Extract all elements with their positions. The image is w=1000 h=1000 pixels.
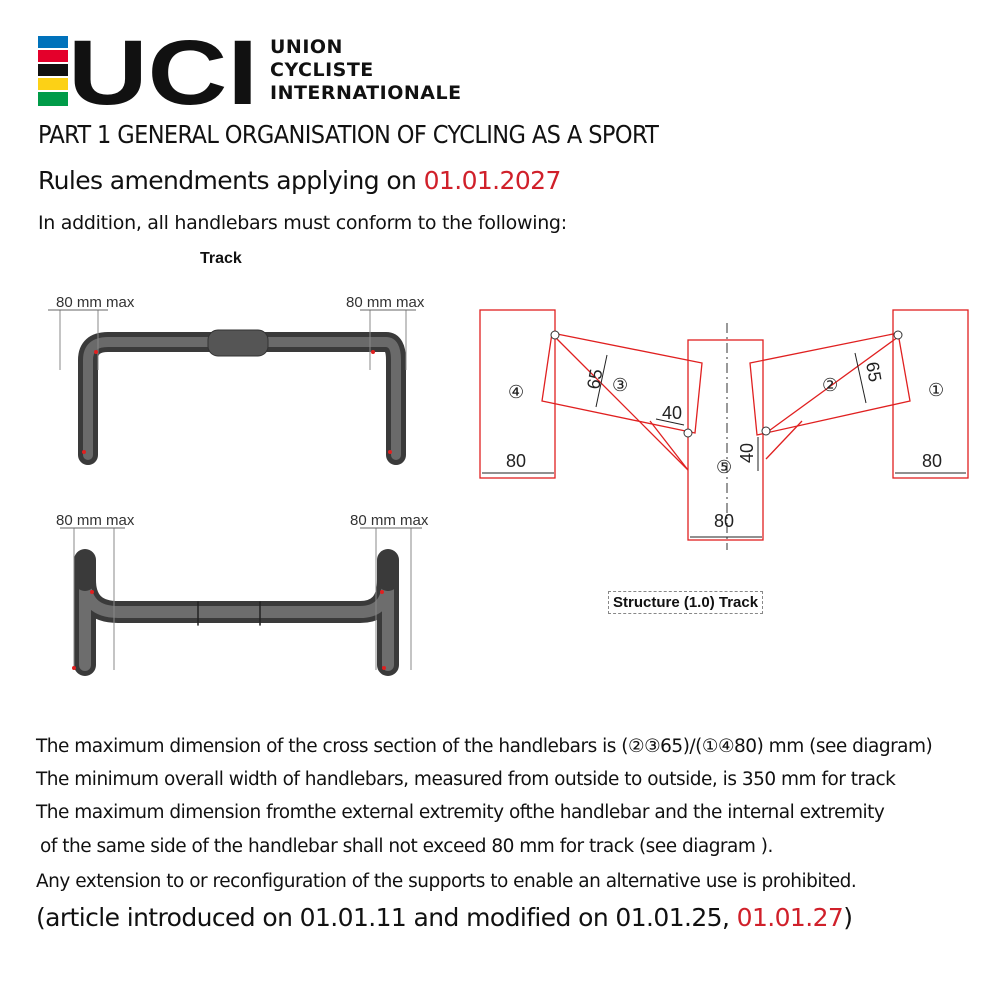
zone-3-label: ③	[612, 375, 629, 395]
left-offset-dim: 40	[662, 403, 683, 423]
intro-text: In addition, all handlebars must conform to the following:	[38, 212, 567, 234]
amendment-date: 01.01.2027	[423, 166, 561, 195]
uci-full-name	[270, 36, 462, 105]
track-handlebar-top	[88, 330, 396, 455]
zone-2-label: ②	[822, 375, 839, 395]
amendment-prefix: Rules amendments applying on	[38, 166, 424, 195]
top-right-dimension: 80 mm max	[346, 294, 425, 311]
rule-line-2: The minimum overall width of handlebars, measured from outside to outside, is 350 mm for track	[36, 769, 896, 790]
structure-caption: Structure (1.0) Track	[608, 591, 763, 614]
logo-name-line-2: CYCLISTE	[270, 59, 374, 81]
left-width-dim: 80	[506, 451, 527, 471]
zone-5-box	[688, 340, 763, 540]
article-date: 01.01.27	[736, 903, 844, 932]
top-left-dimension: 80 mm max	[56, 294, 135, 311]
uci-logo-text: UCI	[68, 36, 258, 108]
amendment-heading	[38, 166, 561, 195]
track-figure-title: Track	[200, 250, 242, 267]
track-handlebar-bottom	[85, 560, 388, 665]
uci-rainbow-stripes	[38, 36, 68, 106]
rule-line-1: The maximum dimension of the cross section of the handlebars is (②③65)/(①④80) mm (see diagram)	[36, 736, 933, 757]
zone-4-label: ④	[508, 382, 525, 402]
article-history	[36, 903, 852, 932]
structure-diagram	[470, 295, 990, 555]
article-suffix: )	[843, 903, 853, 932]
center-width-dim: 80	[714, 511, 735, 531]
logo-name-line-1: UNION	[270, 36, 343, 58]
rule-line-3: The maximum dimension fromthe external extremity ofthe handlebar and the internal extremity	[36, 802, 885, 823]
handlebar-figure	[30, 280, 470, 680]
part-title: PART 1 GENERAL ORGANISATION OF CYCLING AS A SPORT	[38, 120, 659, 149]
article-prefix: (article introduced on 01.01.11 and modified on 01.01.25,	[36, 903, 737, 932]
bottom-right-dimension: 80 mm max	[350, 512, 429, 529]
rule-line-5: Any extension to or reconfiguration of the supports to enable an alternative use is prohibited.	[36, 871, 857, 892]
center-offset-dim: 40	[737, 442, 757, 463]
zone-5-label: ⑤	[716, 457, 733, 477]
zone-1-label: ①	[928, 380, 945, 400]
left-section-dim: 65	[583, 367, 607, 391]
logo-name-line-3: INTERNATIONALE	[270, 82, 462, 104]
rule-line-4: of the same side of the handlebar shall not exceed 80 mm for track (see diagram ).	[40, 836, 773, 857]
right-width-dim: 80	[922, 451, 943, 471]
bottom-left-dimension: 80 mm max	[56, 512, 135, 529]
right-section-dim: 65	[862, 360, 886, 384]
